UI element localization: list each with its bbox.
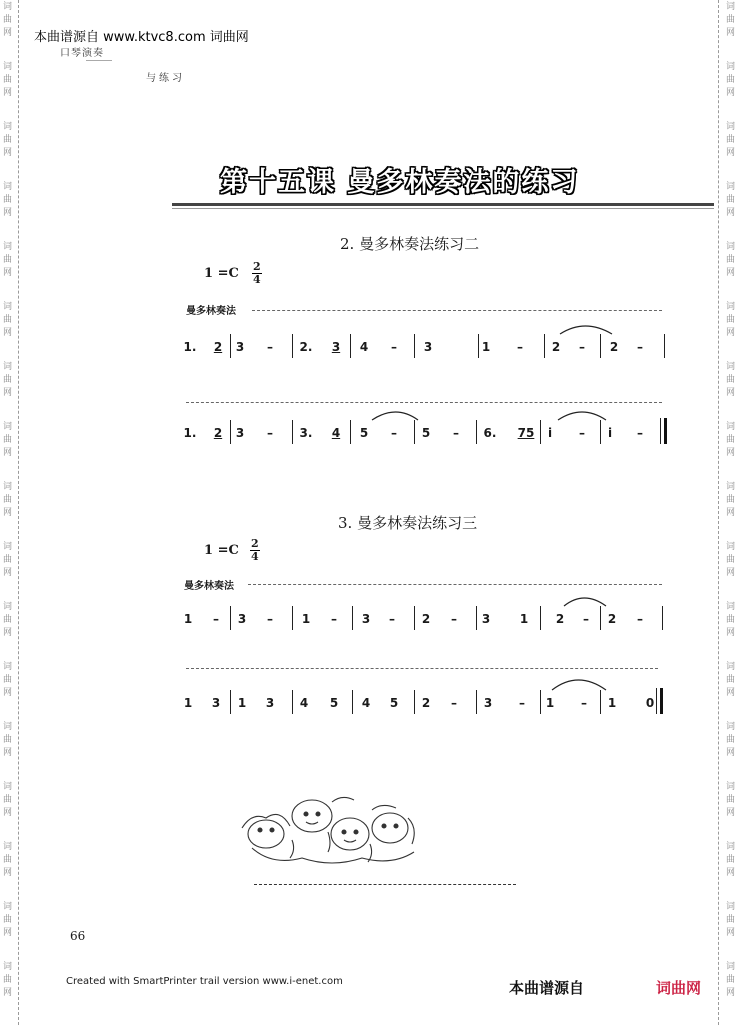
watermark-char: 曲: [726, 795, 736, 805]
watermark-char: 曲: [3, 435, 13, 445]
note: 2: [421, 612, 431, 626]
watermark-char: 曲: [726, 75, 736, 85]
note: –: [451, 612, 457, 626]
page-number: 66: [70, 929, 86, 943]
watermark-char: 曲: [3, 15, 13, 25]
watermark-char: 网: [3, 928, 13, 938]
source-header: 本曲谱源自 www.ktvc8.com 词曲网: [34, 30, 249, 45]
watermark-char: 网: [3, 688, 13, 698]
slur: [372, 412, 418, 420]
note: 6.: [483, 426, 497, 440]
technique-label: 曼多林奏法: [186, 306, 236, 317]
watermark-char: 词: [726, 542, 736, 552]
note: –: [637, 426, 643, 440]
note: –: [637, 340, 643, 354]
watermark-char: 词: [726, 242, 736, 252]
watermark-char: 词: [3, 182, 13, 192]
watermark-char: 曲: [3, 975, 13, 985]
note: –: [579, 426, 585, 440]
watermark-char: 网: [3, 448, 13, 458]
note: 1.: [183, 340, 197, 354]
watermark-char: 曲: [3, 855, 13, 865]
slur: [558, 412, 606, 420]
key-signature: 1 =C: [204, 543, 239, 558]
watermark-char: 曲: [3, 495, 13, 505]
watermark-char: 曲: [726, 315, 736, 325]
note: 3: [235, 340, 245, 354]
watermark-char: 曲: [726, 855, 736, 865]
note: –: [581, 696, 587, 710]
watermark-char: 网: [3, 208, 13, 218]
watermark-char: 网: [726, 628, 736, 638]
watermark-char: 词: [726, 422, 736, 432]
watermark-char: 曲: [726, 675, 736, 685]
note: –: [583, 612, 589, 626]
watermark-char: 词: [726, 902, 736, 912]
note: 3: [235, 426, 245, 440]
watermark-char: 词: [3, 722, 13, 732]
watermark-char: 词: [3, 62, 13, 72]
watermark-char: 曲: [726, 555, 736, 565]
note: 3: [265, 696, 275, 710]
note: –: [451, 696, 457, 710]
watermark-char: 曲: [3, 555, 13, 565]
watermark-char: 网: [726, 388, 736, 398]
note: –: [519, 696, 525, 710]
watermark-char: 网: [3, 508, 13, 518]
exercise-title: 2. 曼多林奏法练习二: [340, 235, 480, 253]
note: i: [607, 426, 613, 440]
note: 4: [299, 696, 309, 710]
watermark-char: 网: [726, 748, 736, 758]
watermark-char: 词: [726, 962, 736, 972]
note: 1: [481, 340, 491, 354]
watermark-char: 词: [3, 662, 13, 672]
watermark-char: 网: [726, 988, 736, 998]
watermark-char: 词: [726, 482, 736, 492]
watermark-char: 网: [3, 988, 13, 998]
slur: [564, 598, 606, 606]
watermark-char: 网: [3, 568, 13, 578]
note: 1: [545, 696, 555, 710]
note: 1: [183, 696, 193, 710]
note: –: [213, 612, 219, 626]
watermark-char: 曲: [726, 435, 736, 445]
note: 4: [359, 340, 369, 354]
watermark-char: 网: [726, 28, 736, 38]
note: 3.: [299, 426, 313, 440]
note: 5: [389, 696, 399, 710]
watermark-char: 网: [3, 808, 13, 818]
watermark-char: 词: [726, 602, 736, 612]
watermark-char: 曲: [3, 315, 13, 325]
note: 2.: [299, 340, 313, 354]
watermark-char: 网: [726, 808, 736, 818]
note: –: [453, 426, 459, 440]
note: –: [267, 426, 273, 440]
watermark-char: 曲: [726, 195, 736, 205]
watermark-char: 词: [3, 962, 13, 972]
note: 1: [183, 612, 193, 626]
watermark-char: 网: [726, 208, 736, 218]
note: –: [517, 340, 523, 354]
note: –: [331, 612, 337, 626]
footer-site-link[interactable]: 词曲网: [656, 979, 702, 997]
note: 2: [213, 340, 223, 354]
note: 3: [331, 340, 341, 354]
watermark-char: 词: [726, 662, 736, 672]
credit-line: Created with SmartPrinter trail version www.i-enet.com: [66, 976, 343, 987]
watermark-char: 词: [3, 2, 13, 12]
note: –: [391, 426, 397, 440]
watermark-char: 词: [3, 542, 13, 552]
note: –: [391, 340, 397, 354]
note: i: [547, 426, 553, 440]
lesson-title: 第十五课 曼多林奏法的练习: [220, 167, 580, 198]
watermark-char: 词: [3, 602, 13, 612]
footer-source: 本曲谱源自: [509, 979, 585, 997]
slur: [560, 326, 612, 334]
watermark-char: 词: [3, 422, 13, 432]
watermark-char: 词: [726, 2, 736, 12]
watermark-char: 词: [3, 362, 13, 372]
watermark-char: 曲: [3, 615, 13, 625]
watermark-char: 词: [726, 362, 736, 372]
illustration-rule: [254, 884, 516, 885]
watermark-char: 网: [726, 148, 736, 158]
note: 1: [607, 696, 617, 710]
note: 1: [301, 612, 311, 626]
note: 2: [551, 340, 561, 354]
note: 2: [555, 612, 565, 626]
watermark-char: 网: [726, 88, 736, 98]
note: –: [579, 340, 585, 354]
watermark-char: 词: [3, 482, 13, 492]
watermark-char: 网: [3, 268, 13, 278]
exercise-title: 3. 曼多林奏法练习三: [338, 514, 478, 532]
watermark-char: 词: [3, 902, 13, 912]
watermark-char: 曲: [3, 915, 13, 925]
watermark-char: 曲: [726, 255, 736, 265]
watermark-char: 曲: [726, 495, 736, 505]
watermark-char: 曲: [726, 615, 736, 625]
watermark-char: 词: [726, 182, 736, 192]
note: 5: [359, 426, 369, 440]
watermark-char: 曲: [726, 375, 736, 385]
note: 1: [519, 612, 529, 626]
watermark-char: 网: [726, 508, 736, 518]
watermark-char: 词: [3, 242, 13, 252]
watermark-char: 网: [3, 388, 13, 398]
watermark-char: 网: [3, 28, 13, 38]
note: 75: [517, 426, 535, 440]
note: 4: [361, 696, 371, 710]
watermark-char: 词: [3, 842, 13, 852]
watermark-char: 曲: [3, 255, 13, 265]
cartoon-illustration: [232, 788, 428, 872]
note: 2: [213, 426, 223, 440]
watermark-char: 曲: [726, 975, 736, 985]
watermark-char: 网: [3, 748, 13, 758]
note: 2: [609, 340, 619, 354]
watermark-char: 网: [3, 88, 13, 98]
watermark-char: 词: [726, 302, 736, 312]
watermark-char: 网: [726, 568, 736, 578]
watermark-char: 曲: [3, 795, 13, 805]
watermark-char: 词: [726, 62, 736, 72]
watermark-char: 曲: [3, 375, 13, 385]
note: –: [267, 340, 273, 354]
watermark-char: 网: [3, 148, 13, 158]
technique-label: 曼多林奏法: [184, 581, 234, 592]
watermark-char: 词: [3, 302, 13, 312]
time-sig-bottom: 4: [253, 273, 261, 286]
note: 0: [645, 696, 655, 710]
watermark-char: 曲: [3, 75, 13, 85]
watermark-char: 词: [726, 782, 736, 792]
note: 1: [237, 696, 247, 710]
note: 3: [361, 612, 371, 626]
watermark-char: 词: [3, 782, 13, 792]
watermark-char: 网: [726, 868, 736, 878]
watermark-char: 网: [726, 688, 736, 698]
note: 3: [423, 340, 433, 354]
watermark-char: 网: [3, 868, 13, 878]
watermark-char: 词: [726, 842, 736, 852]
watermark-char: 曲: [3, 735, 13, 745]
watermark-char: 网: [726, 268, 736, 278]
watermark-char: 网: [3, 328, 13, 338]
note: –: [637, 612, 643, 626]
note: 4: [331, 426, 341, 440]
note: 2: [607, 612, 617, 626]
watermark-char: 词: [3, 122, 13, 132]
note: 2: [421, 696, 431, 710]
watermark-char: 曲: [3, 675, 13, 685]
watermark-char: 网: [726, 448, 736, 458]
note: 3: [483, 696, 493, 710]
watermark-char: 曲: [726, 735, 736, 745]
watermark-char: 曲: [3, 135, 13, 145]
note: 1.: [183, 426, 197, 440]
book-title: 口琴演奏: [60, 48, 104, 59]
time-sig-top: 2: [251, 537, 259, 550]
note: 5: [329, 696, 339, 710]
time-sig-top: 2: [253, 260, 261, 273]
book-subtitle: 与练习: [146, 73, 185, 84]
watermark-char: 曲: [3, 195, 13, 205]
watermark-char: 网: [726, 928, 736, 938]
note: 5: [421, 426, 431, 440]
slur: [552, 680, 606, 690]
time-sig-bottom: 4: [251, 550, 259, 563]
note: –: [267, 612, 273, 626]
watermark-char: 曲: [726, 15, 736, 25]
note: 3: [481, 612, 491, 626]
watermark-char: 网: [726, 328, 736, 338]
note: 3: [211, 696, 221, 710]
watermark-char: 词: [726, 122, 736, 132]
watermark-char: 网: [3, 628, 13, 638]
watermark-char: 曲: [726, 135, 736, 145]
note: 3: [237, 612, 247, 626]
key-signature: 1 =C: [204, 266, 239, 281]
watermark-char: 曲: [726, 915, 736, 925]
note: –: [389, 612, 395, 626]
watermark-char: 词: [726, 722, 736, 732]
